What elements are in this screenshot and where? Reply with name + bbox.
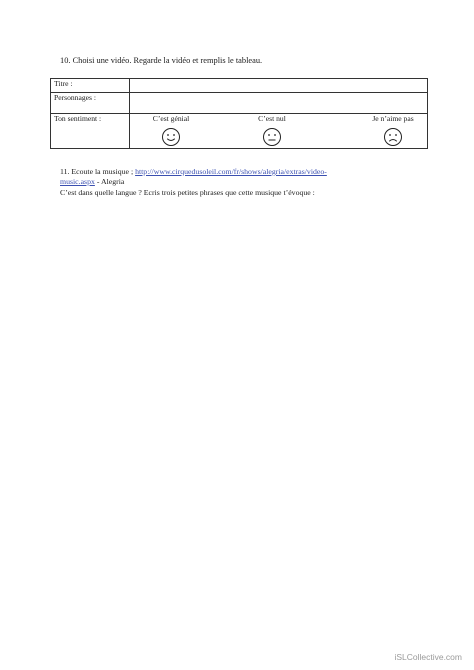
footer-brand: iSLCollective.com <box>394 652 462 662</box>
alegria-link[interactable]: http://www.cirquedusoleil.com/fr/shows/alegria/extras/video- music.aspx <box>60 167 327 186</box>
title-answer-cell[interactable] <box>130 79 428 93</box>
option-dislike-label: Je n’aime pas <box>372 114 414 123</box>
smiley-face-icon <box>161 127 181 147</box>
option-great-label: C’est génial <box>152 114 190 123</box>
feeling-label: Ton sentiment : <box>51 114 130 149</box>
table-row <box>51 93 428 114</box>
table-row <box>51 114 428 149</box>
question-11 <box>60 167 420 186</box>
video-table <box>50 78 428 149</box>
option-bad-label: C’est nul <box>258 114 286 123</box>
neutral-face-icon <box>262 127 282 147</box>
title-label: Titre : <box>51 79 130 93</box>
table-row <box>51 79 428 93</box>
question-11-prefix: 11. Ecoute la musique ; <box>60 167 134 176</box>
question-10: 10. Choisi une vidéo. Regarde la vidéo et remplis le tableau. <box>60 56 263 65</box>
sad-face-icon <box>383 127 403 147</box>
option-bad[interactable] <box>248 114 296 147</box>
question-11-instructions: C’est dans quelle langue ? Ecris trois petites phrases que cette musique t’évoque : <box>60 188 315 197</box>
characters-label: Personnages : <box>51 93 130 114</box>
question-11-suffix: - Alegria <box>94 176 125 186</box>
option-great[interactable] <box>147 114 195 147</box>
feeling-options-cell <box>130 114 428 149</box>
option-dislike[interactable] <box>363 114 423 147</box>
characters-answer-cell[interactable] <box>130 93 428 114</box>
